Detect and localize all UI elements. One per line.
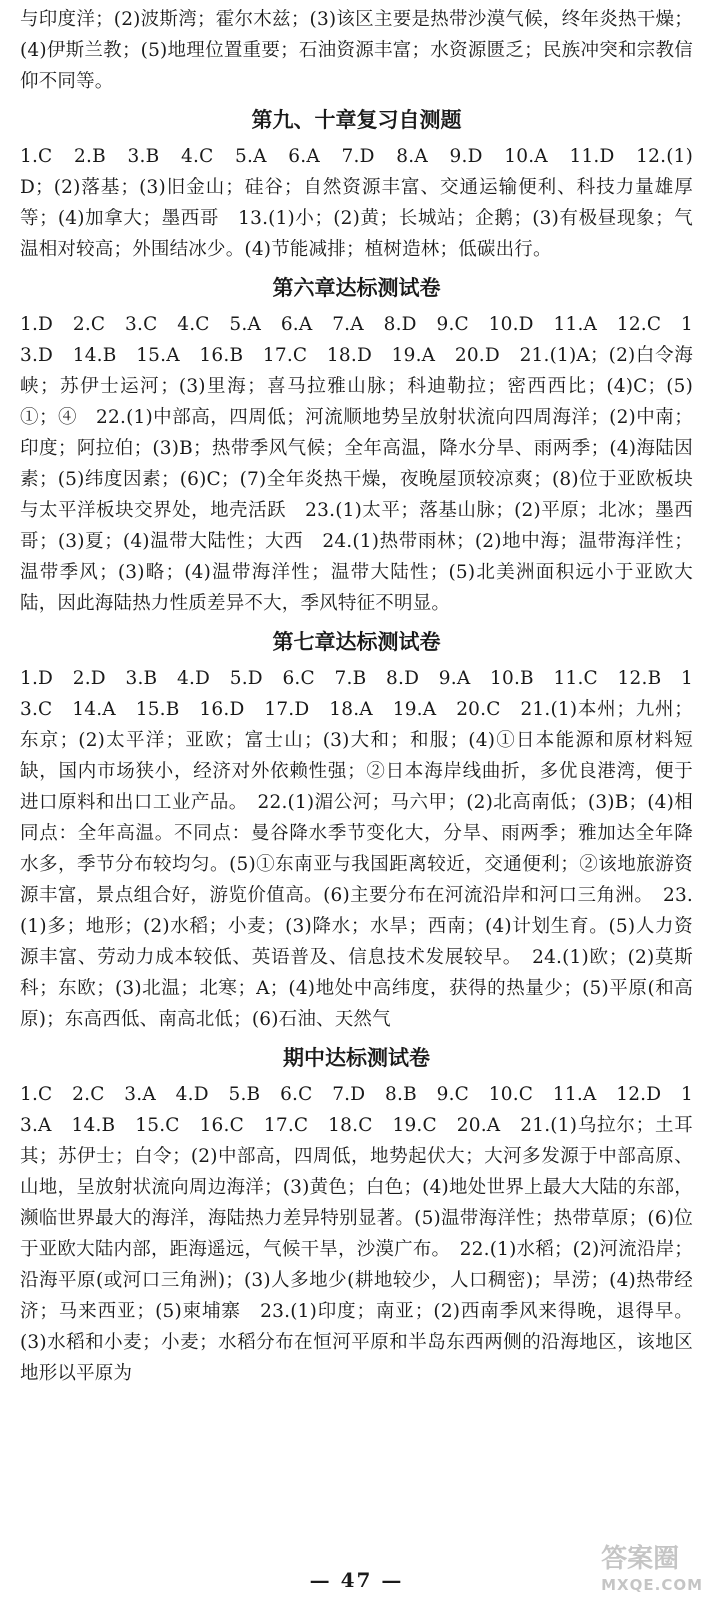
section-title: 期中达标测试卷 xyxy=(283,1046,430,1070)
section-chapter-7 xyxy=(20,625,693,1035)
section-answers: 1.D 2.C 3.C 4.C 5.A 6.A 7.A 8.D 9.C 10.D 11.A 12.C 13.D 14.B 15.A 16.B 17.C 18.D 19.A 20.D 21.(1)A；(2)白令海峡；苏伊士运河；(3)里海；喜马拉雅山脉；科迪勒拉；密西西比；(4)C；(5)①；④ 22.(1)中部高，四周低；河流顺地势呈放射状流向四周海洋；(2)中南；印度；阿拉伯；(3)B；热带季风气候；全年高温，降水分旱、雨两季；(4)海陆因素；(5)纬度因素；(6)C；(7)全年炎热干燥，夜晚屋顶较凉爽；(8)位于亚欧板块与太平洋板块交界处，地壳活跃 23.(1)太平；落基山脉；(2)平原；北冰；墨西哥；(3)夏；(4)温带大陆性；大西 24.(1)热带雨林；(2)地中海；温带海洋性；温带季风；(3)略；(4)温带海洋性；温带大陆性；(5)北美洲面积远小于亚欧大陆，因此海陆热力性质差异不大，季风特征不明显。 xyxy=(20,314,693,614)
section-chapter-6 xyxy=(20,271,693,619)
section-answers: 1.D 2.D 3.B 4.D 5.D 6.C 7.B 8.D 9.A 10.B 11.C 12.B 13.C 14.A 15.B 16.D 17.D 18.A 19.A 20.C 21.(1)本州；九州；东京；(2)太平洋；亚欧；富士山；(3)大和；和服；(4)①日本能源和原材料短缺，国内市场狭小，经济对外依赖性强；②日本海岸线曲折，多优良港湾，便于进口原料和出口工业产品。 22.(1)湄公河；马六甲；(2)北高南低；(3)B；(4)相同点：全年高温。不同点：曼谷降水季节变化大，分旱、雨两季；雅加达全年降水多，季节分布较均匀。(5)①东南亚与我国距离较近，交通便利；②该地旅游资源丰富，景点组合好，游览价值高。(6)主要分布在河流沿岸和河口三角洲。 23.(1)多；地形；(2)水稻；小麦；(3)降水；水旱；西南；(4)计划生育。(5)人力资源丰富、劳动力成本较低、英语普及、信息技术发展较早。 24.(1)欧；(2)莫斯科；东欧；(3)北温；北寒；A；(4)地处中高纬度，获得的热量少；(5)平原(和高原)；东高西低、南高北低；(6)石油、天然气 xyxy=(20,668,693,1030)
section-9-10 xyxy=(20,103,693,265)
section-answers: 1.C 2.C 3.A 4.D 5.B 6.C 7.D 8.B 9.C 10.C 11.A 12.D 13.A 14.B 15.C 16.C 17.C 18.C 19.C 20.A 21.(1)乌拉尔；土耳其；苏伊士；白令；(2)中部高，四周低，地势起伏大；大河多发源于中部高原、山地，呈放射状流向周边海洋；(3)黄色；白色；(4)地处世界上最大大陆的东部，濒临世界最大的海洋，海陆热力差异特别显著。(5)温带海洋性；热带草原；(6)位于亚欧大陆内部，距海遥远，气候干旱，沙漠广布。 22.(1)水稻；(2)河流沿岸；沿海平原(或河口三角洲)；(3)人多地少(耕地较少，人口稠密)；旱涝；(4)热带经济；马来西亚；(5)柬埔寨 23.(1)印度；南亚；(2)西南季风来得晚，退得早。(3)水稻和小麦；小麦；水稻分布在恒河平原和半岛东西两侧的沿海地区，该地区地形以平原为 xyxy=(20,1084,693,1384)
section-answers: 1.C 2.B 3.B 4.C 5.A 6.A 7.D 8.A 9.D 10.A 11.D 12.(1)D；(2)落基；(3)旧金山；硅谷；自然资源丰富、交通运输便利、科技力量雄厚等；(4)加拿大；墨西哥 13.(1)小；(2)黄；长城站；企鹅；(3)有极昼现象；气温相对较高；外围结冰少。(4)节能减排；植树造林；低碳出行。 xyxy=(20,146,693,260)
intro-paragraph: 与印度洋；(2)波斯湾；霍尔木兹；(3)该区主要是热带沙漠气候，终年炎热干燥；(4)伊斯兰教；(5)地理位置重要；石油资源丰富；水资源匮乏；民族冲突和宗教信仰不同等。 xyxy=(20,9,693,92)
section-midterm xyxy=(20,1041,693,1389)
watermark-main: 答案圈 xyxy=(601,1544,680,1574)
section-title: 第七章达标测试卷 xyxy=(272,630,441,654)
watermark-logo xyxy=(601,1538,703,1594)
page-number: — 47 — xyxy=(309,1568,404,1592)
section-title: 第九、十章复习自测题 xyxy=(251,108,462,132)
section-title: 第六章达标测试卷 xyxy=(272,276,441,300)
watermark-url: MXQE.COM xyxy=(601,1576,703,1594)
